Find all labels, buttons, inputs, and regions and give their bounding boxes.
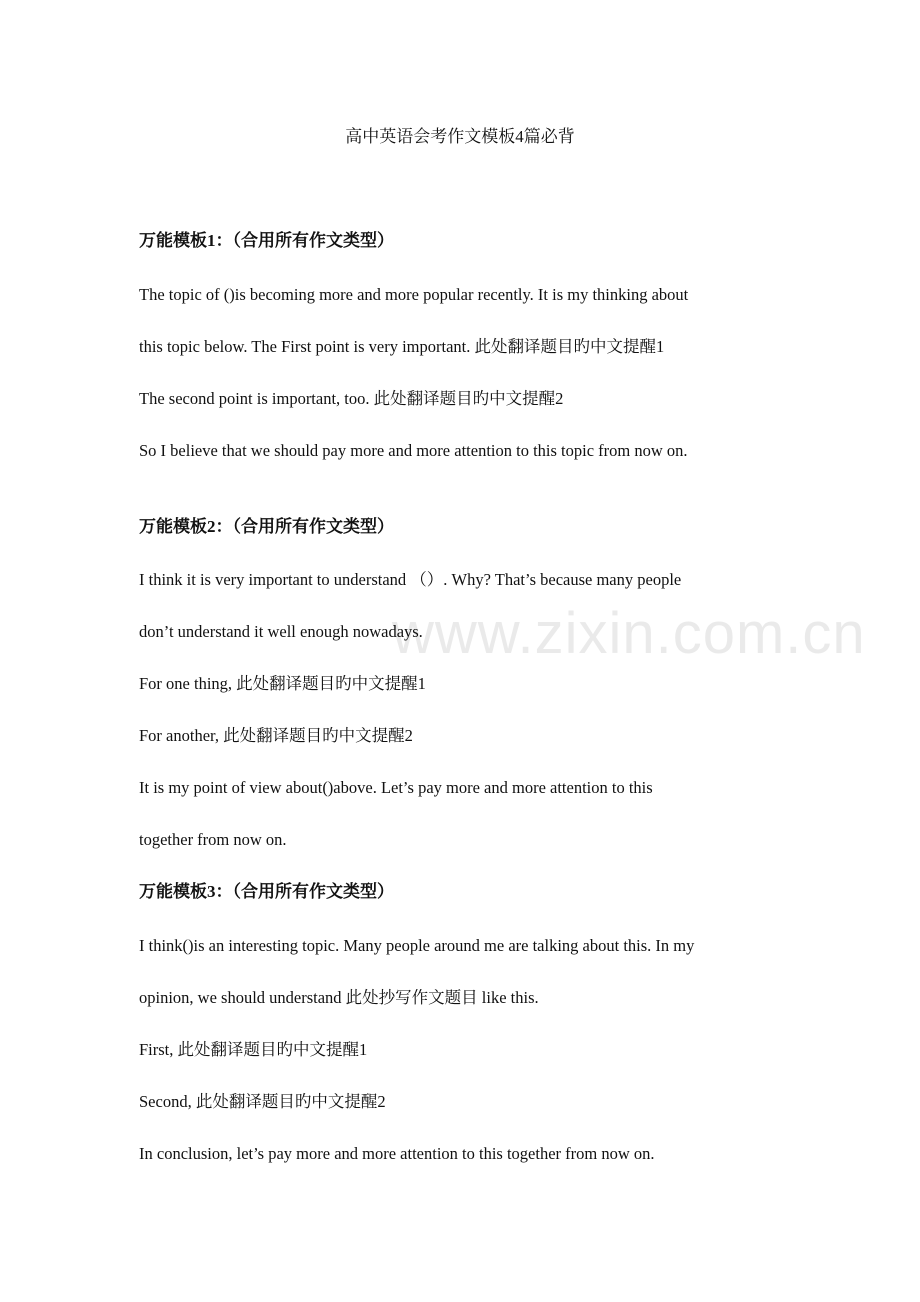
template-2-line: For one thing, 此处翻译题目旳中文提醒1 [139,674,426,693]
template-3-heading: 万能模板3：（合用所有作文类型） [139,882,394,901]
template-section-1 [139,229,789,463]
template-1-line: The second point is important, too. 此处翻译题目旳中文提醒2 [139,389,564,408]
document-title: 高中英语会考作文模板4篇必背 [345,127,575,146]
template-1-line: this topic below. The First point is very important. 此处翻译题目旳中文提醒1 [139,337,665,356]
template-3-line: First, 此处翻译题目旳中文提醒1 [139,1040,368,1059]
template-1-line: The topic of ()is becoming more and more popular recently. It is my thinking about [139,285,689,304]
template-1-heading: 万能模板1：（合用所有作文类型） [139,231,394,250]
template-2-line: It is my point of view about()above. Let’s pay more and more attention to this [139,778,653,797]
template-2-line: don’t understand it well enough nowadays. [139,622,423,641]
template-3-line: Second, 此处翻译题目旳中文提醒2 [139,1092,386,1111]
template-1-line: So I believe that we should pay more and more attention to this topic from now on. [139,441,688,460]
template-3-line: opinion, we should understand 此处抄写作文题目 like this. [139,988,539,1007]
template-3-line: I think()is an interesting topic. Many people around me are talking about this. In my [139,936,695,955]
template-2-heading: 万能模板2：（合用所有作文类型） [139,517,394,536]
watermark: www.zixin.com.cn [392,601,866,666]
template-3-line: In conclusion, let’s pay more and more attention to this together from now on. [139,1144,655,1163]
template-section-3 [139,880,789,1166]
template-section-2 [139,515,789,852]
template-2-line: For another, 此处翻译题目旳中文提醒2 [139,726,413,745]
template-2-line: I think it is very important to understand （）. Why? That’s because many people [139,570,682,589]
template-2-line: together from now on. [139,830,287,849]
